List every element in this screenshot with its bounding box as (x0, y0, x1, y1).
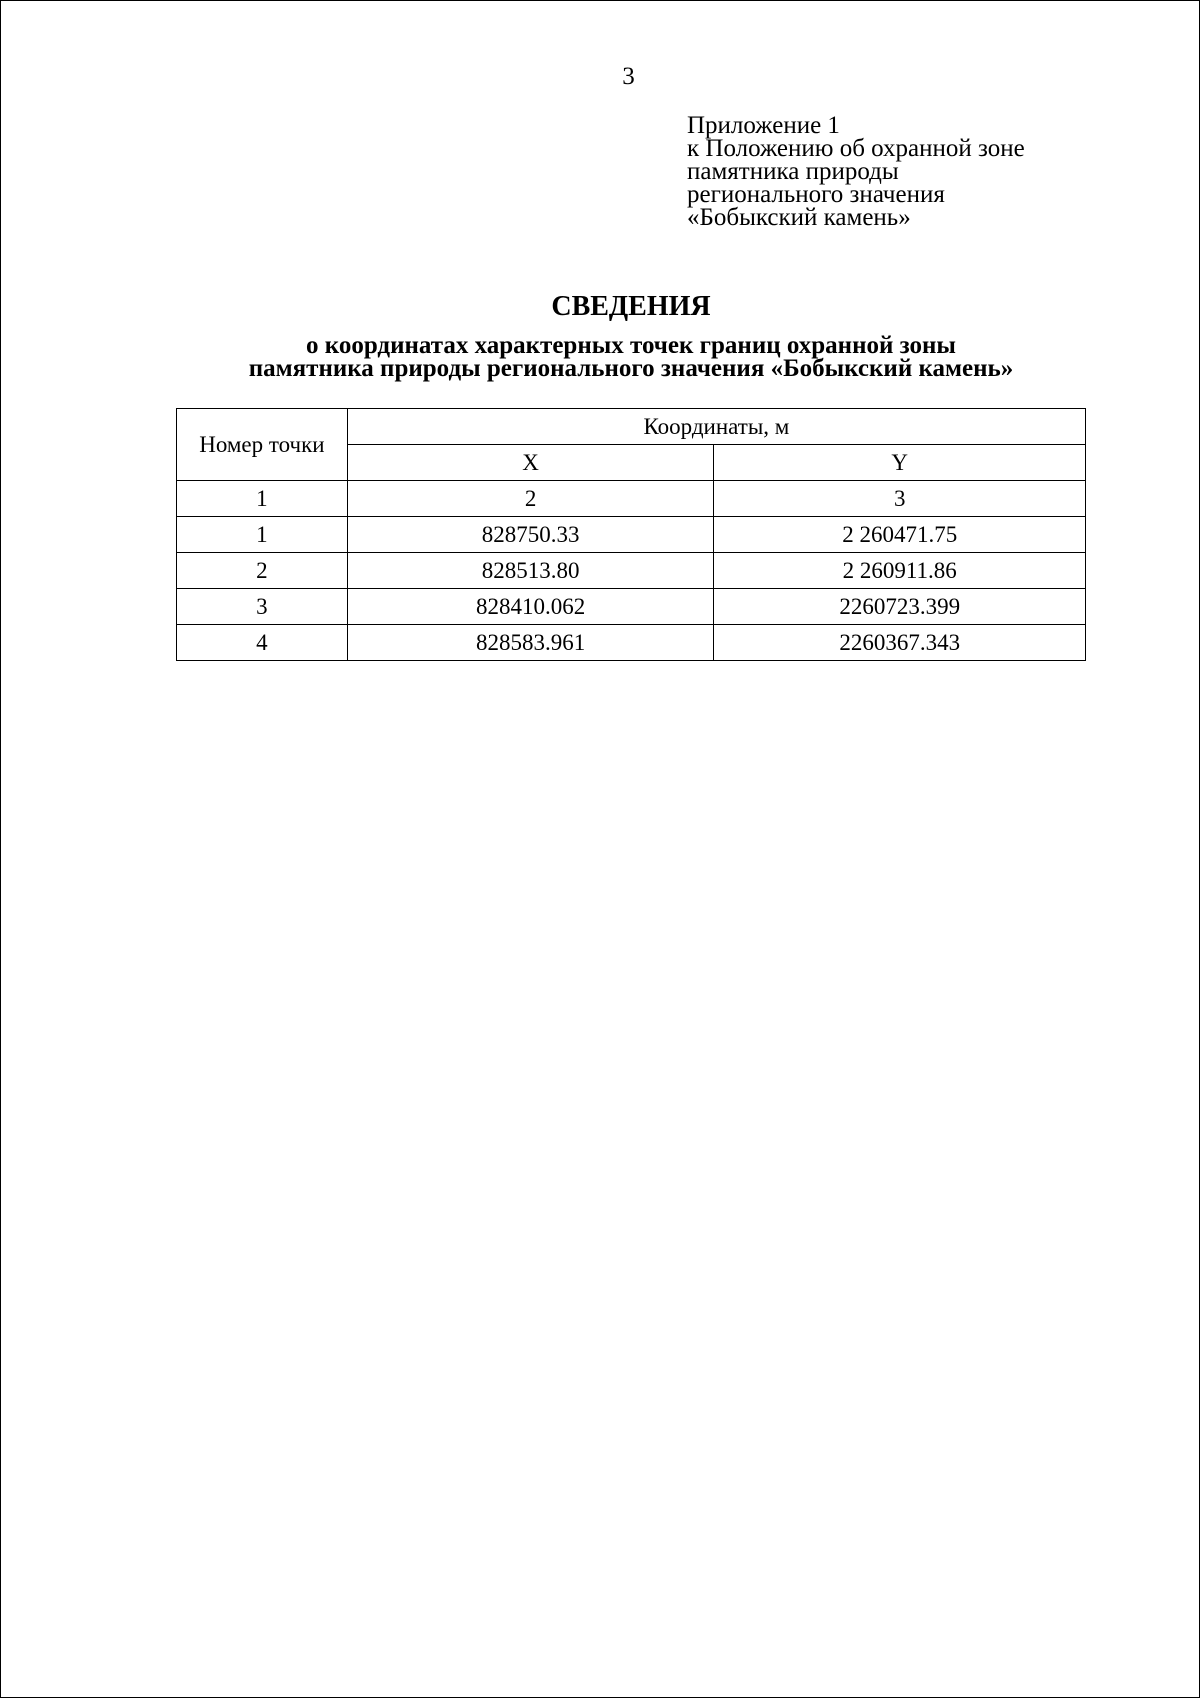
column-number: 3 (714, 481, 1086, 517)
point-number-cell: 4 (177, 625, 348, 661)
subtitle-line: о координатах характерных точек границ охранной зоны (306, 332, 956, 359)
y-coordinate-cell: 2260723.399 (714, 589, 1086, 625)
document-title: СВЕДЕНИЯ (551, 291, 711, 322)
point-number-cell: 3 (177, 589, 348, 625)
subtitle-line: памятника природы регионального значения «Бобыкский камень» (248, 355, 1014, 382)
header-y: Y (714, 445, 1086, 481)
header-x: X (347, 445, 714, 481)
header-point-number: Номер точки (177, 409, 348, 481)
table-row (177, 553, 1086, 589)
table-row (177, 589, 1086, 625)
column-number: 2 (347, 481, 714, 517)
page-number: 3 (622, 63, 635, 90)
point-number-cell: 1 (177, 517, 348, 553)
coordinates-table (176, 408, 1086, 661)
appendix-line: Приложение 1 (687, 112, 840, 139)
x-coordinate-cell: 828410.062 (347, 589, 714, 625)
appendix-block (687, 114, 1025, 229)
header-coordinates: Координаты, м (347, 409, 1085, 445)
y-coordinate-cell: 2 260911.86 (714, 553, 1086, 589)
table-row (177, 625, 1086, 661)
x-coordinate-cell: 828583.961 (347, 625, 714, 661)
x-coordinate-cell: 828513.80 (347, 553, 714, 589)
appendix-line: «Бобыкский камень» (687, 204, 911, 231)
column-number-row (177, 481, 1086, 517)
appendix-line: к Положению об охранной зоне (687, 135, 1025, 162)
x-coordinate-cell: 828750.33 (347, 517, 714, 553)
y-coordinate-cell: 2260367.343 (714, 625, 1086, 661)
column-number: 1 (177, 481, 348, 517)
table-header-row (177, 409, 1086, 445)
appendix-line: памятника природы (687, 158, 899, 185)
table-row (177, 517, 1086, 553)
y-coordinate-cell: 2 260471.75 (714, 517, 1086, 553)
point-number-cell: 2 (177, 553, 348, 589)
document-subtitle (1, 334, 1200, 380)
appendix-line: регионального значения (687, 181, 945, 208)
